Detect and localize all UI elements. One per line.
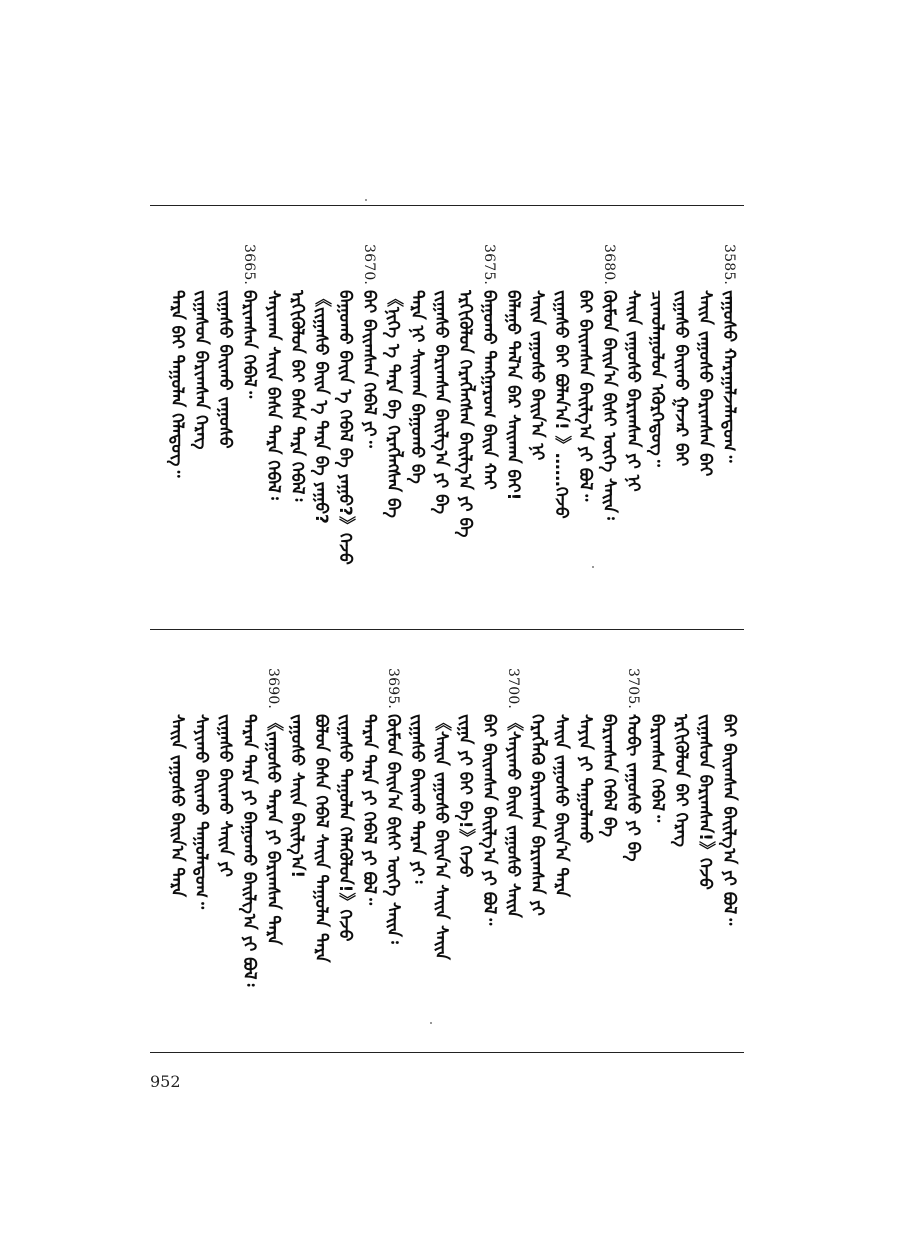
script-line: ᠬᠦᠮᠦᠨ ᠪᠠᠢᠨ᠎ᠠ ᠪᠢᠰᠢ ᠦᠭᠡ ᠰᠠᠢᠨ᠄ — [599, 290, 619, 520]
script-line: ᠵᠠᠭᠤᠰᠤ ᠰᠠᠢᠨ ᠪᠠᠢᠯᠭ᠎ᠠ! — [287, 714, 307, 879]
script-line: ᠰᠠᠶᠢᠨ ᠶᠢ ᠲᠠᠭᠤᠯᠠᠬᠤ — [575, 714, 595, 844]
script-line: ᠵᠢᠭᠠᠰᠤ ᠪᠠᠷᠢᠭᠰᠠᠨ ᠪᠠᠢᠯᠭ᠎ᠠ ᠶᠢ ᠪᠠ — [431, 290, 451, 515]
line-number: 3690. — [265, 668, 281, 710]
script-line: ᠬᠡᠷᠡᠭᠯᠡᠬᠦ ᠪᠠᠷᠢᠭᠰᠠᠨ ᠪᠠᠷᠢᠭᠰᠠᠨ ᠶᠢ — [527, 714, 547, 916]
line-number: 3695. — [385, 668, 401, 710]
script-line: ᠪᠠᠢ ᠪᠠᠢᠭᠰᠠᠨ ᠭᠡᠪᠡᠯ ᠶᠢ᠃ — [359, 290, 379, 448]
page-number: 952 — [150, 1072, 181, 1091]
script-line: ᠪᠠᠢ ᠪᠠᠢᠭᠰᠠᠨ ᠪᠠᠢᠯᠭ᠎ᠠ ᠶᠢ ᠪᠣᠯ᠃ — [719, 714, 739, 926]
script-line: ᠵᠢᠭᠠᠰᠤ ᠲᠠᠭᠤᠯᠠᠨ ᠬᠡᠯᠡᠭᠦᠯᠦᠨ!》ᠭᠡᠵᠦ — [335, 714, 355, 942]
upper-text-block — [150, 244, 744, 614]
script-line: ᠪᠠᠯᠠᠭᠤ ᠲᠠᠯ᠎ᠠ ᠪᠠᠷ ᠰᠠᠢᠬᠠᠨ ᠪᠠᠢ! — [503, 290, 523, 501]
script-line: ᠲᠠᠷᠠᠨ ᠲᠠᠷᠠ ᠶᠢ ᠪᠠᠭᠤᠬᠤ ᠪᠠᠢᠯᠭ᠎ᠠ ᠶᠢ ᠪᠣᠯ᠄ — [239, 714, 259, 987]
script-line: ᠵᠢᠭᠠᠰᠤ ᠪᠠᠢᠬᠤ ᠵᠠᠭᠤᠰᠤ — [215, 290, 235, 449]
scan-speck — [365, 199, 367, 201]
line-number: 3680. — [601, 244, 617, 286]
script-line: ᠰᠠᠢᠨ ᠵᠠᠭᠤᠰᠤ ᠪᠠᠢᠨ᠎ᠠ ᠨᠢ — [527, 290, 547, 461]
script-line: ᠵᠢᠭᠠᠰᠤᠨ ᠪᠠᠷᠢᠭᠰᠠᠨ ᠬᠡᠷᠡᠭ — [191, 290, 211, 450]
script-line: 《ᠵᠠᠭᠤᠰᠤ ᠲᠠᠷᠠᠨ ᠶᠢ ᠪᠠᠷᠢᠭᠰᠠᠨ ᠲᠠᠷᠠ — [263, 714, 283, 946]
script-line: ᠪᠠᠢ ᠪᠠᠢᠭᠰᠠᠨ ᠪᠠᠢᠯᠭ᠎ᠠ ᠶᠢ ᠪᠣᠯ᠃ — [479, 714, 499, 926]
script-line: ᠴᠢᠬᠤᠯᠠᠭᠤᠯᠤᠨ ᠡᠭᠦᠷᠬᠡᠳᠦᠭ᠃ — [647, 290, 667, 467]
script-line: ᠪᠣᠯᠤᠨ ᠪᠠᠰᠠ ᠬᠡᠪᠡᠯ ᠰᠠᠢᠨ ᠲᠠᠭᠤᠯᠠᠨ ᠲᠠᠷᠠ — [311, 714, 331, 963]
script-line: ᠡᠷᠭᠢᠭᠦᠯᠦᠨ ᠬᠡᠷᠡᠭᠯᠡᠭᠰᠡᠨ ᠪᠠᠢᠯᠭ᠎ᠠ ᠶᠢ ᠪᠠ — [455, 290, 475, 538]
scan-speck — [592, 566, 594, 568]
script-line: ᠪᠠᠭᠤᠬᠤ ᠪᠠᠢᠨ ᠡ ᠬᠡᠪᠡᠯ ᠪᠠ ᠶᠠᠭᠤ?》ᠭᠡᠵᠦ — [335, 290, 355, 565]
line-number: 3665. — [241, 244, 257, 286]
middle-rule — [150, 629, 744, 630]
script-line: ᠬᠦᠮᠦᠨ ᠪᠠᠢᠨ᠎ᠠ ᠪᠢᠰᠢ ᠦᠭᠡ ᠰᠠᠢᠨ᠄ — [383, 714, 403, 944]
script-line: ᠪᠠᠭᠤᠬᠤ ᠲᠠᠩᠭᠠᠷᠤᠭ ᠪᠠᠢᠨ ᠬᠠᠢ — [479, 290, 499, 490]
script-line: ᠵᠢᠭᠠ ᠶᠢ ᠪᠠᠢ ᠪᠠ!》ᠭᠡᠵᠦ — [455, 714, 475, 878]
script-line: 《ᠰᠠᠶᠢᠬᠤ ᠪᠠᠢᠨ ᠵᠠᠭᠤᠰᠤ ᠰᠠᠢᠨ — [503, 714, 523, 918]
line-number: 3670. — [361, 244, 377, 286]
script-line: 《ᠨᠢᠭᠡ ᠡ ᠲᠠᠷᠠ ᠪᠠ ᠬᠡᠷᠡᠭᠯᠡᠭᠰᠡᠨ ᠪᠠ — [383, 290, 403, 518]
script-line: ᠰᠠᠶᠢᠬᠤ ᠪᠠᠢᠬᠤ ᠲᠠᠭᠤᠯᠠᠳᠤᠭ᠃ — [191, 714, 211, 910]
script-line: ᠡᠷᠭᠢᠭᠦᠯᠦᠨ ᠪᠠᠢ ᠪᠠᠰᠠ ᠲᠠᠷᠠ ᠭᠡᠪᠡᠯ᠄ — [287, 290, 307, 502]
top-rule — [150, 205, 744, 206]
line-number: 3705. — [625, 668, 641, 710]
script-line: 《ᠵᠢᠭᠠᠰᠤ ᠪᠠᠢᠨ ᠡ ᠲᠠᠷᠠ ᠪᠠ ᠶᠠᠭᠤ? — [311, 290, 331, 524]
script-line: ᠪᠠᠷᠢᠭᠰᠠᠨ ᠭᠡᠪᠡᠯ ᠪᠠ — [599, 714, 619, 837]
script-line: ᠪᠠᠷᠢᠭᠰᠠᠨ ᠭᠡᠪᠡᠯ᠃ — [647, 714, 667, 823]
script-line: 《ᠰᠠᠢᠨ ᠵᠠᠭᠤᠰᠤ ᠪᠠᠢᠨ᠎ᠠ ᠰᠠᠢᠨ ᠰᠠᠢᠨ — [431, 714, 451, 960]
line-number: 3700. — [505, 668, 521, 710]
bottom-rule — [150, 1052, 744, 1053]
script-line: ᠵᠢᠭᠠᠰᠤᠨ ᠪᠠᠷᠢᠭᠰᠠᠨ!》ᠭᠡᠵᠦ — [695, 714, 715, 890]
script-line: ᠰᠠᠢᠨ ᠵᠠᠭᠤᠰᠤ ᠪᠠᠷᠢᠭᠰᠠᠨ ᠶᠢ ᠨᠢ — [623, 290, 643, 492]
script-line: ᠡᠷᠭᠢᠭᠦᠯᠦᠨ ᠪᠠᠢ ᠬᠡᠷᠡᠭ — [671, 714, 691, 848]
line-number: 3675. — [481, 244, 497, 286]
script-line: ᠵᠢᠭᠠᠰᠤ ᠪᠠᠢ ᠪᠣᠯᠠᠨ᠎ᠠ! 》……ᠭᠡᠵᠦ — [551, 290, 571, 519]
lower-text-block — [150, 668, 744, 1038]
script-line: ᠵᠢᠭᠠᠰᠤ ᠪᠠᠢᠬᠤ ᠭᠠᠵᠠᠷ ᠪᠠᠢ — [671, 290, 691, 467]
script-line: ᠰᠠᠢᠨ ᠵᠠᠭᠤᠰᠤ ᠪᠠᠷᠢᠭᠰᠠᠨ ᠪᠠᠢ — [695, 290, 715, 477]
script-line: ᠰᠠᠢᠨ ᠵᠠᠭᠤᠰᠤ ᠪᠠᠢᠨ᠎ᠠ ᠲᠠᠷᠠ — [551, 714, 571, 898]
script-line: ᠲᠠᠷᠠ ᠪᠠᠢ ᠲᠠᠭᠤᠯᠠᠨ ᠬᠡᠯᠡᠳᠦᠭ᠃ — [167, 290, 187, 478]
script-line: ᠪᠠᠷᠢᠭᠰᠠᠨ ᠭᠡᠪᠡᠯ᠃ — [239, 290, 259, 399]
script-line: ᠲᠠᠷᠠ ᠨᠢ ᠰᠠᠢᠬᠠᠨ ᠪᠠᠭᠤᠬᠤ ᠪᠠ — [407, 290, 427, 484]
script-line: ᠰᠠᠢᠨ ᠵᠠᠭᠤᠰᠤ ᠪᠠᠢᠨ᠎ᠠ ᠲᠠᠷᠠ — [167, 714, 187, 898]
script-line: ᠲᠠᠷᠠᠨ ᠲᠠᠷᠠ ᠶᠢ ᠭᠡᠪᠡᠯ ᠶᠢ ᠪᠣᠯ᠃ — [359, 714, 379, 906]
script-line: ᠵᠢᠭᠠᠰᠤ ᠪᠠᠢᠬᠤ ᠰᠠᠢᠨ ᠶᠢ — [215, 714, 235, 877]
script-line: ᠰᠠᠶᠢᠬᠠᠨ ᠰᠠᠢᠨ ᠪᠠᠰᠠ ᠲᠠᠷᠠ ᠭᠡᠪᠡᠯ᠄ — [263, 290, 283, 500]
script-line: ᠵᠠᠭᠤᠰᠤ ᠬᠠᠷᠠᠭᠠᠯᠵᠠᠯᠠᠳᠤᠭ᠃ — [719, 290, 739, 463]
text-column — [166, 668, 196, 1038]
scan-speck — [430, 1022, 432, 1024]
text-column — [166, 244, 196, 614]
script-line: ᠵᠢᠭᠠᠰᠤ ᠪᠠᠢᠬᠤ ᠲᠠᠷᠠᠨ ᠶᠢ᠄ — [407, 714, 427, 884]
script-line: ᠪᠠᠢ ᠪᠠᠢᠭᠰᠠᠨ ᠪᠠᠢᠯᠭ᠎ᠠ ᠶᠢ ᠪᠣᠯ᠃ — [575, 290, 595, 502]
line-number: 3585. — [721, 244, 737, 286]
script-line: ᠬᠤᠪᠢ ᠵᠠᠭᠤᠰᠤ ᠶᠢ ᠪᠠ — [623, 714, 643, 862]
